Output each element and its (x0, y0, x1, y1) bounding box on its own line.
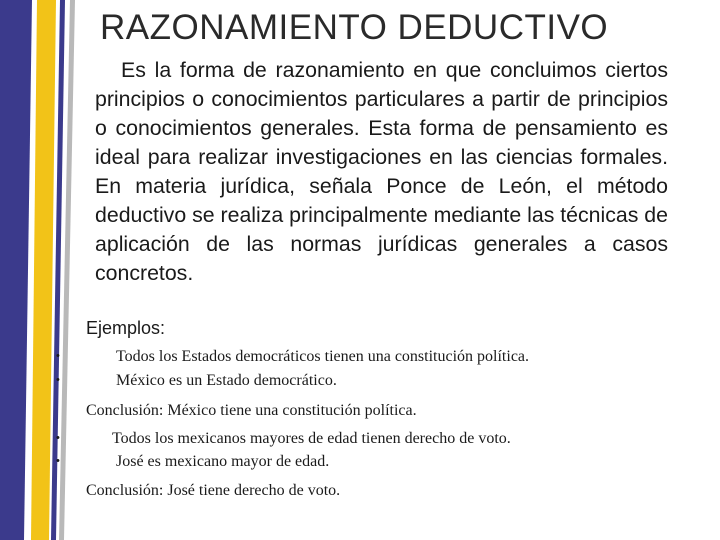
premise-text: México es un Estado democrático. (116, 372, 337, 389)
example1-premise-2 (0, 372, 720, 394)
intro-paragraph: Es la forma de razonamiento en que concluimos ciertos principios o conocimientos particulares a partir de principios o conocimientos generales. Esta forma de pensamiento es ideal para realizar investigaciones en las ciencias formales. En materia jurídica, señala Ponce de León, el método deductivo se realiza principalmente mediante las técnicas de aplicación de las normas jurídicas generales a casos concretos. (95, 58, 668, 285)
bullet-icon: • (56, 350, 60, 362)
examples-heading: Ejemplos: (86, 318, 166, 338)
premise-text: José es mexicano mayor de edad. (116, 453, 330, 470)
premise-text: Todos los mexicanos mayores de edad tienen derecho de voto. (112, 430, 511, 447)
bullet-icon: • (56, 374, 60, 386)
example2-premise-1 (0, 430, 720, 452)
example2-premise-2 (0, 453, 720, 475)
example1-premise-1 (0, 348, 720, 370)
example2-conclusion: Conclusión: José tiene derecho de voto. (86, 482, 341, 499)
example1-conclusion: Conclusión: México tiene una constitución política. (86, 402, 417, 419)
bullet-icon: • (56, 432, 60, 444)
slide-title: RAZONAMIENTO DEDUCTIVO (100, 8, 609, 47)
premise-text: Todos los Estados democráticos tienen una constitución política. (116, 348, 530, 365)
bullet-icon: • (56, 455, 60, 467)
